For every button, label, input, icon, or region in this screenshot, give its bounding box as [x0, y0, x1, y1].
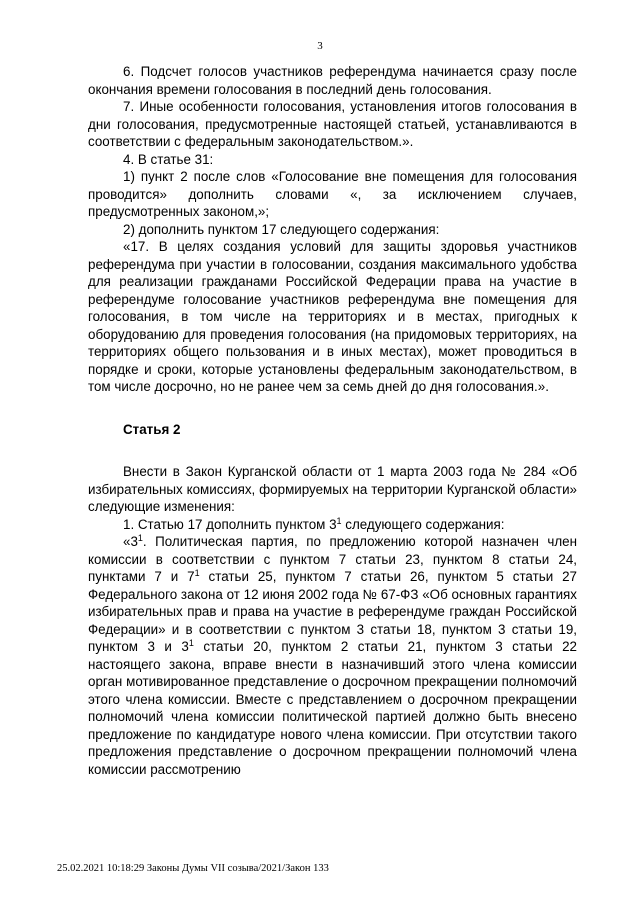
article2-intro: Внести в Закон Курганской области от 1 марта 2003 года № 284 «Об избирательных комиссиях, формируемых на территории Курганской области» следующие изменения:: [88, 464, 577, 514]
document-footer: 25.02.2021 10:18:29 Законы Думы VII созыва/2021/Закон 133: [57, 863, 329, 874]
article-heading: Статья 2: [123, 421, 181, 437]
paragraph-item2: 2) дополнить пунктом 17 следующего содержания:: [123, 221, 440, 237]
document-body: [88, 63, 577, 778]
article2-item1: 1. Статью 17 дополнить пунктом $3^1$ следующего содержания:: [123, 515, 505, 532]
paragraph-point17: «17. В целях создания условий для защиты здоровья участников референдума при участии в голосовании, создания максимального удобства для реализации гражданами Российской Федерации права на участие в референдуме голосование участников референдума вне помещения для голосования, в том числе на территориях и в местах, пригодных к оборудованию для проведения голосования (на придомовых территориях, на территориях общего пользования и в иных местах), может проводиться в порядке и сроки, которые установлены федеральным законодательством, в том числе досрочно, но не ранее чем за семь дней до дня голосования.».: [88, 239, 577, 394]
paragraph-6: 6. Подсчет голосов участников референдума начинается сразу после окончания времени голосования в последний день голосования.: [88, 64, 577, 97]
paragraph-art31: 4. В статье 31:: [123, 151, 214, 167]
paragraph-7: 7. Иные особенности голосования, установления итогов голосования в дни голосования, предусмотренные настоящей статьей, устанавливаются в соответствии с федеральным законодательством.».: [88, 99, 577, 149]
article2-quote: «$3^1$. Политическая партия, по предложению которой назначен член комиссии в соответствии с пунктом 7 статьи 23, пунктом 8 статьи 24, пунктами 7 и $7^1$ статьи 25, пунктом 7 статьи 26, пунктом 5 статьи 27 Федерального закона от 12 июня 2002 года № 67-ФЗ «Об основных гарантиях избирательных прав и права на участие в референдуме граждан Российской Федерации» и в соответствии с пунктом 3 статьи 18, пунктом 3 статьи 19, пунктом 3 и $3^1$ статьи 20, пунктом 2 статьи 21, пунктом 3 статьи 22 настоящего закона, вправе внести в назначивший этого члена комиссии орган мотивированное представление о досрочном прекращении полномочий этого члена комиссии. Вместе с представлением о досрочном прекращении полномочий члена комиссии политической партией должно быть внесено предложение по кандидатуре нового члена комиссии. При отсутствии такого предложения представление о досрочном прекращении полномочий члена комиссии рассмотрению: [88, 533, 577, 777]
paragraph-item1: 1) пункт 2 после слов «Голосование вне помещения для голосования проводится» дополнить словами «, за исключением случаев, предусмотренных законом,»;: [88, 169, 577, 219]
page-number: 3: [317, 40, 323, 52]
